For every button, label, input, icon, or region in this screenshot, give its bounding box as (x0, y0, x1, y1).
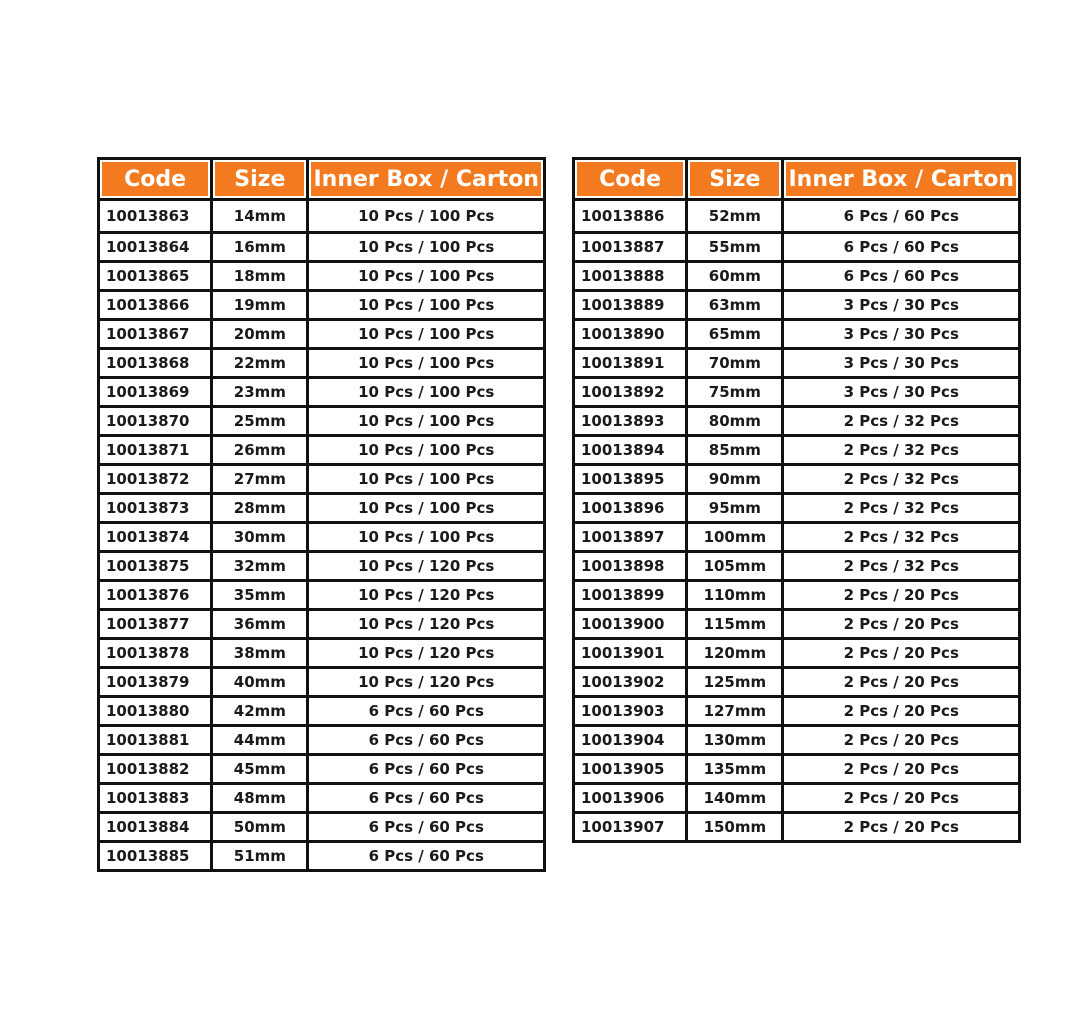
size-cell: 27mm (212, 465, 308, 494)
size-cell: 16mm (212, 233, 308, 262)
inner-box-carton-cell: 6 Pcs / 60 Pcs (308, 755, 545, 784)
table-row (99, 726, 545, 755)
table-row (99, 842, 545, 871)
table-row (574, 465, 1020, 494)
table-row (99, 784, 545, 813)
table-row (574, 784, 1020, 813)
code-cell: 10013881 (99, 726, 212, 755)
size-cell: 45mm (212, 755, 308, 784)
inner-box-carton-cell: 10 Pcs / 100 Pcs (308, 262, 545, 291)
table-row (574, 200, 1020, 233)
table-row (99, 610, 545, 639)
inner-box-carton-cell: 10 Pcs / 100 Pcs (308, 320, 545, 349)
size-cell: 75mm (687, 378, 783, 407)
table-row (574, 407, 1020, 436)
size-cell: 50mm (212, 813, 308, 842)
inner-box-carton-cell: 6 Pcs / 60 Pcs (783, 262, 1020, 291)
table-row (574, 494, 1020, 523)
inner-box-carton-cell: 2 Pcs / 20 Pcs (783, 697, 1020, 726)
code-cell: 10013879 (99, 668, 212, 697)
code-cell: 10013888 (574, 262, 687, 291)
inner-box-carton-cell: 2 Pcs / 20 Pcs (783, 610, 1020, 639)
code-cell: 10013885 (99, 842, 212, 871)
inner-box-carton-cell: 3 Pcs / 30 Pcs (783, 378, 1020, 407)
table-row (574, 378, 1020, 407)
inner-box-carton-cell: 10 Pcs / 120 Pcs (308, 552, 545, 581)
inner-box-carton-column-header: Inner Box / Carton (783, 159, 1020, 200)
table-row (99, 755, 545, 784)
code-cell: 10013896 (574, 494, 687, 523)
size-cell: 26mm (212, 436, 308, 465)
size-cell: 44mm (212, 726, 308, 755)
table-row (99, 233, 545, 262)
code-cell: 10013869 (99, 378, 212, 407)
code-cell: 10013886 (574, 200, 687, 233)
inner-box-carton-cell: 2 Pcs / 20 Pcs (783, 726, 1020, 755)
table-row (574, 552, 1020, 581)
inner-box-carton-cell: 2 Pcs / 32 Pcs (783, 436, 1020, 465)
code-cell: 10013907 (574, 813, 687, 842)
size-cell: 150mm (687, 813, 783, 842)
table-row (574, 610, 1020, 639)
right-spec-table (572, 157, 1021, 843)
size-cell: 100mm (687, 523, 783, 552)
inner-box-carton-cell: 6 Pcs / 60 Pcs (308, 697, 545, 726)
header-row (574, 159, 1020, 200)
table-row (99, 200, 545, 233)
size-cell: 80mm (687, 407, 783, 436)
code-cell: 10013901 (574, 639, 687, 668)
size-cell: 42mm (212, 697, 308, 726)
code-cell: 10013900 (574, 610, 687, 639)
code-cell: 10013894 (574, 436, 687, 465)
size-cell: 28mm (212, 494, 308, 523)
size-cell: 65mm (687, 320, 783, 349)
code-cell: 10013899 (574, 581, 687, 610)
inner-box-carton-cell: 6 Pcs / 60 Pcs (308, 813, 545, 842)
table-row (99, 378, 545, 407)
size-cell: 36mm (212, 610, 308, 639)
inner-box-carton-cell: 6 Pcs / 60 Pcs (308, 842, 545, 871)
size-cell: 115mm (687, 610, 783, 639)
code-column-header: Code (574, 159, 687, 200)
table-row (99, 262, 545, 291)
code-cell: 10013893 (574, 407, 687, 436)
inner-box-carton-cell: 10 Pcs / 100 Pcs (308, 494, 545, 523)
code-cell: 10013883 (99, 784, 212, 813)
size-cell: 20mm (212, 320, 308, 349)
size-cell: 63mm (687, 291, 783, 320)
size-cell: 40mm (212, 668, 308, 697)
code-cell: 10013898 (574, 552, 687, 581)
table-row (574, 320, 1020, 349)
size-cell: 135mm (687, 755, 783, 784)
size-cell: 130mm (687, 726, 783, 755)
size-column-header: Size (212, 159, 308, 200)
code-cell: 10013889 (574, 291, 687, 320)
inner-box-carton-cell: 3 Pcs / 30 Pcs (783, 349, 1020, 378)
size-cell: 105mm (687, 552, 783, 581)
code-cell: 10013906 (574, 784, 687, 813)
inner-box-carton-cell: 10 Pcs / 100 Pcs (308, 523, 545, 552)
table-row (99, 436, 545, 465)
size-cell: 48mm (212, 784, 308, 813)
inner-box-carton-cell: 2 Pcs / 20 Pcs (783, 813, 1020, 842)
size-cell: 85mm (687, 436, 783, 465)
table-row (574, 581, 1020, 610)
inner-box-carton-cell: 2 Pcs / 20 Pcs (783, 784, 1020, 813)
inner-box-carton-cell: 10 Pcs / 100 Pcs (308, 291, 545, 320)
code-cell: 10013870 (99, 407, 212, 436)
inner-box-carton-cell: 2 Pcs / 32 Pcs (783, 494, 1020, 523)
table-row (99, 813, 545, 842)
table-row (574, 639, 1020, 668)
code-cell: 10013874 (99, 523, 212, 552)
table-row (99, 349, 545, 378)
inner-box-carton-cell: 6 Pcs / 60 Pcs (308, 726, 545, 755)
inner-box-carton-cell: 10 Pcs / 100 Pcs (308, 436, 545, 465)
size-cell: 60mm (687, 262, 783, 291)
code-cell: 10013872 (99, 465, 212, 494)
table-row (574, 233, 1020, 262)
size-cell: 110mm (687, 581, 783, 610)
size-cell: 51mm (212, 842, 308, 871)
code-cell: 10013876 (99, 581, 212, 610)
code-column-header: Code (99, 159, 212, 200)
size-cell: 23mm (212, 378, 308, 407)
table-row (99, 407, 545, 436)
size-column-header: Size (687, 159, 783, 200)
inner-box-carton-cell: 6 Pcs / 60 Pcs (308, 784, 545, 813)
table-row (574, 668, 1020, 697)
inner-box-carton-cell: 10 Pcs / 120 Pcs (308, 581, 545, 610)
code-cell: 10013875 (99, 552, 212, 581)
inner-box-carton-cell: 2 Pcs / 32 Pcs (783, 552, 1020, 581)
code-cell: 10013867 (99, 320, 212, 349)
code-cell: 10013864 (99, 233, 212, 262)
table-row (99, 320, 545, 349)
table-row (99, 552, 545, 581)
size-cell: 52mm (687, 200, 783, 233)
left-spec-table (97, 157, 546, 872)
size-cell: 70mm (687, 349, 783, 378)
size-cell: 32mm (212, 552, 308, 581)
inner-box-carton-cell: 10 Pcs / 100 Pcs (308, 233, 545, 262)
table-row (574, 349, 1020, 378)
inner-box-carton-cell: 10 Pcs / 100 Pcs (308, 349, 545, 378)
inner-box-carton-cell: 10 Pcs / 100 Pcs (308, 465, 545, 494)
inner-box-carton-column-header: Inner Box / Carton (308, 159, 545, 200)
size-cell: 35mm (212, 581, 308, 610)
size-cell: 19mm (212, 291, 308, 320)
code-cell: 10013865 (99, 262, 212, 291)
code-cell: 10013892 (574, 378, 687, 407)
code-cell: 10013891 (574, 349, 687, 378)
code-cell: 10013890 (574, 320, 687, 349)
table-row (574, 262, 1020, 291)
table-row (574, 436, 1020, 465)
size-cell: 25mm (212, 407, 308, 436)
size-cell: 140mm (687, 784, 783, 813)
table-row (99, 291, 545, 320)
table-row (99, 523, 545, 552)
table-row (574, 697, 1020, 726)
inner-box-carton-cell: 2 Pcs / 20 Pcs (783, 668, 1020, 697)
inner-box-carton-cell: 2 Pcs / 20 Pcs (783, 755, 1020, 784)
code-cell: 10013887 (574, 233, 687, 262)
code-cell: 10013902 (574, 668, 687, 697)
code-cell: 10013882 (99, 755, 212, 784)
inner-box-carton-cell: 10 Pcs / 100 Pcs (308, 378, 545, 407)
code-cell: 10013877 (99, 610, 212, 639)
code-cell: 10013897 (574, 523, 687, 552)
size-cell: 14mm (212, 200, 308, 233)
table-row (574, 291, 1020, 320)
inner-box-carton-cell: 6 Pcs / 60 Pcs (783, 200, 1020, 233)
size-cell: 38mm (212, 639, 308, 668)
code-cell: 10013871 (99, 436, 212, 465)
inner-box-carton-cell: 3 Pcs / 30 Pcs (783, 291, 1020, 320)
code-cell: 10013878 (99, 639, 212, 668)
size-cell: 22mm (212, 349, 308, 378)
inner-box-carton-cell: 10 Pcs / 120 Pcs (308, 639, 545, 668)
code-cell: 10013903 (574, 697, 687, 726)
code-cell: 10013905 (574, 755, 687, 784)
code-cell: 10013884 (99, 813, 212, 842)
table-row (99, 465, 545, 494)
code-cell: 10013863 (99, 200, 212, 233)
table-row (99, 697, 545, 726)
size-cell: 30mm (212, 523, 308, 552)
inner-box-carton-cell: 2 Pcs / 20 Pcs (783, 639, 1020, 668)
inner-box-carton-cell: 2 Pcs / 20 Pcs (783, 581, 1020, 610)
size-cell: 127mm (687, 697, 783, 726)
code-cell: 10013873 (99, 494, 212, 523)
inner-box-carton-cell: 3 Pcs / 30 Pcs (783, 320, 1020, 349)
table-row (99, 494, 545, 523)
size-cell: 55mm (687, 233, 783, 262)
code-cell: 10013904 (574, 726, 687, 755)
inner-box-carton-cell: 2 Pcs / 32 Pcs (783, 407, 1020, 436)
inner-box-carton-cell: 2 Pcs / 32 Pcs (783, 465, 1020, 494)
inner-box-carton-cell: 2 Pcs / 32 Pcs (783, 523, 1020, 552)
inner-box-carton-cell: 10 Pcs / 100 Pcs (308, 407, 545, 436)
code-cell: 10013866 (99, 291, 212, 320)
table-row (99, 668, 545, 697)
table-row (574, 726, 1020, 755)
size-cell: 95mm (687, 494, 783, 523)
table-row (99, 639, 545, 668)
table-row (574, 813, 1020, 842)
code-cell: 10013895 (574, 465, 687, 494)
inner-box-carton-cell: 10 Pcs / 120 Pcs (308, 668, 545, 697)
size-cell: 120mm (687, 639, 783, 668)
inner-box-carton-cell: 10 Pcs / 120 Pcs (308, 610, 545, 639)
table-row (99, 581, 545, 610)
inner-box-carton-cell: 6 Pcs / 60 Pcs (783, 233, 1020, 262)
inner-box-carton-cell: 10 Pcs / 100 Pcs (308, 200, 545, 233)
code-cell: 10013868 (99, 349, 212, 378)
size-cell: 90mm (687, 465, 783, 494)
size-cell: 18mm (212, 262, 308, 291)
header-row (99, 159, 545, 200)
table-row (574, 523, 1020, 552)
code-cell: 10013880 (99, 697, 212, 726)
table-row (574, 755, 1020, 784)
size-cell: 125mm (687, 668, 783, 697)
